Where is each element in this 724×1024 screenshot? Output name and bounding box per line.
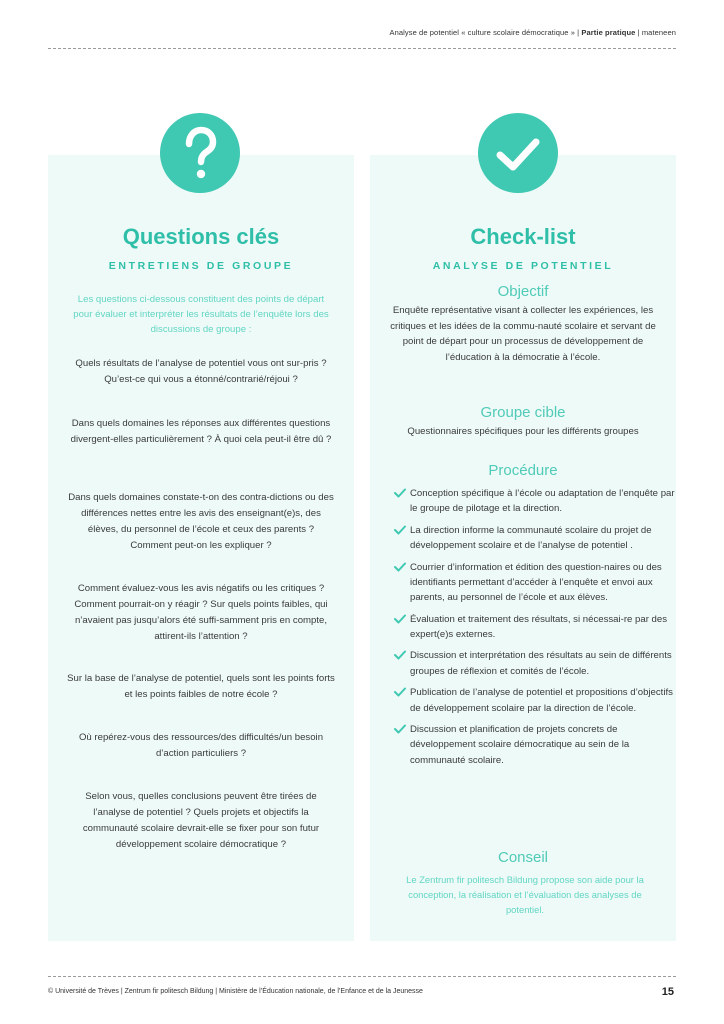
right-subtitle: ANALYSE DE POTENTIEL — [432, 260, 614, 272]
objectif-text: Enquête représentative visant à collecter les expériences, les critiques et les idées de la commu-nauté scolaire et servant de point de départ pour un processus de développement de l’éducation à la démocratie à l’école. — [390, 305, 656, 363]
procedure-text: Courrier d’information et édition des question-naires ou des identifiants permettant d’accéder à l’enquête et envoi aux parents, au personnel de l’école et aux élèves. — [410, 561, 662, 604]
header-suffix: | mateneen — [635, 28, 676, 37]
question-2: Dans quels domaines les réponses aux différentes questions divergent-elles particulièrement ? À quoi cela peut-il être dû ? — [70, 418, 332, 445]
check-icon — [394, 687, 406, 697]
question-4: Comment évaluez-vous les avis négatifs ou les critiques ? Comment pourrait-on y réagir ? Sur quels points faibles, qui n’avaient pas jusqu’alors été suffi-samment pris en compte, attirent-ils l’attention ? — [74, 583, 328, 642]
procedure-item — [394, 722, 676, 768]
header-bold: Partie pratique — [581, 28, 636, 37]
check-icon — [394, 614, 406, 624]
running-header — [48, 28, 676, 37]
right-title: Check-list — [470, 224, 576, 249]
procedure-list — [394, 486, 676, 774]
objectif-heading: Objectif — [497, 283, 549, 300]
left-title: Questions clés — [122, 224, 280, 249]
procedure-text: Publication de l’analyse de potentiel et propositions d’objectifs de développement scolaire par la direction de l’école. — [410, 687, 673, 714]
conseil-text: Le Zentrum fir politesch Bildung propose son aide pour la conception, la réalisation et l’évaluation des analyses de potentiel. — [406, 874, 644, 915]
procedure-text: La direction informe la communauté scolaire du projet de développement scolaire et de l’analyse de potentiel . — [410, 524, 652, 552]
question-6: Où repérez-vous des ressources/des difficultés/un besoin d’action particuliers ? — [78, 732, 324, 759]
groupe-cible-text: Questionnaires spécifiques pour les différents groupes — [407, 426, 639, 437]
header-divider — [48, 48, 676, 49]
footer-divider — [48, 976, 676, 977]
procedure-heading: Procédure — [488, 462, 558, 479]
check-icon — [394, 525, 406, 535]
question-mark-icon — [160, 113, 240, 193]
question-1: Quels résultats de l’analyse de potentiel vous ont sur-pris ? Qu’est-ce qui vous a étonné/contrarié/réjoui ? — [75, 358, 327, 385]
question-7: Selon vous, quelles conclusions peuvent être tirées de l’analyse de potentiel ? Quels projets et objectifs la communauté scolaire devrait-elle se fixer pour son futur développement scolaire démocratique ? — [82, 791, 320, 850]
procedure-item — [394, 523, 676, 554]
check-icon — [394, 562, 406, 572]
procedure-text: Évaluation et traitement des résultats, si nécessai-re par des expert(e)s externes. — [410, 613, 668, 640]
procedure-item — [394, 486, 676, 517]
footer-credits: © Université de Trèves | Zentrum fir politesch Bildung | Ministère de l’Éducation nationale, de l’Enfance et de la Jeunesse — [48, 988, 423, 995]
procedure-text: Discussion et planification de projets concrets de développement scolaire démocratique au sein de la communauté scolaire. — [410, 723, 630, 766]
left-intro: Les questions ci-dessous constituent des points de départ pour évaluer et interpréter les résultats de l’enquête lors des discussions de groupe : — [73, 294, 329, 335]
check-icon — [394, 488, 406, 498]
check-icon — [394, 724, 406, 734]
conseil-heading: Conseil — [497, 849, 549, 866]
check-icon — [394, 650, 406, 660]
groupe-cible-heading: Groupe cible — [480, 404, 566, 421]
procedure-item — [394, 560, 676, 606]
left-subtitle: ENTRETIENS DE GROUPE — [108, 260, 294, 272]
procedure-text: Discussion et interprétation des résultats au sein de différents groupes de réflexion et comités de l’école. — [410, 650, 672, 677]
question-5: Sur la base de l’analyse de potentiel, quels sont les points forts et les points faibles de notre école ? — [67, 673, 335, 700]
procedure-text: Conception spécifique à l’école ou adaptation de l’enquête par le groupe de pilotage et la direction. — [410, 488, 675, 515]
procedure-item — [394, 685, 676, 716]
procedure-item — [394, 612, 676, 643]
header-prefix: Analyse de potentiel « culture scolaire démocratique » | — [389, 28, 582, 37]
page-number: 15 — [661, 986, 674, 998]
checkmark-icon — [478, 113, 558, 193]
question-3: Dans quels domaines constate-t-on des contra-dictions ou des différences nettes entre les avis des enseignant(e)s, des élèves, du personnel de l’école et ceux des parents ? Comment peut-on les expliquer ? — [68, 492, 334, 551]
procedure-item — [394, 648, 676, 679]
